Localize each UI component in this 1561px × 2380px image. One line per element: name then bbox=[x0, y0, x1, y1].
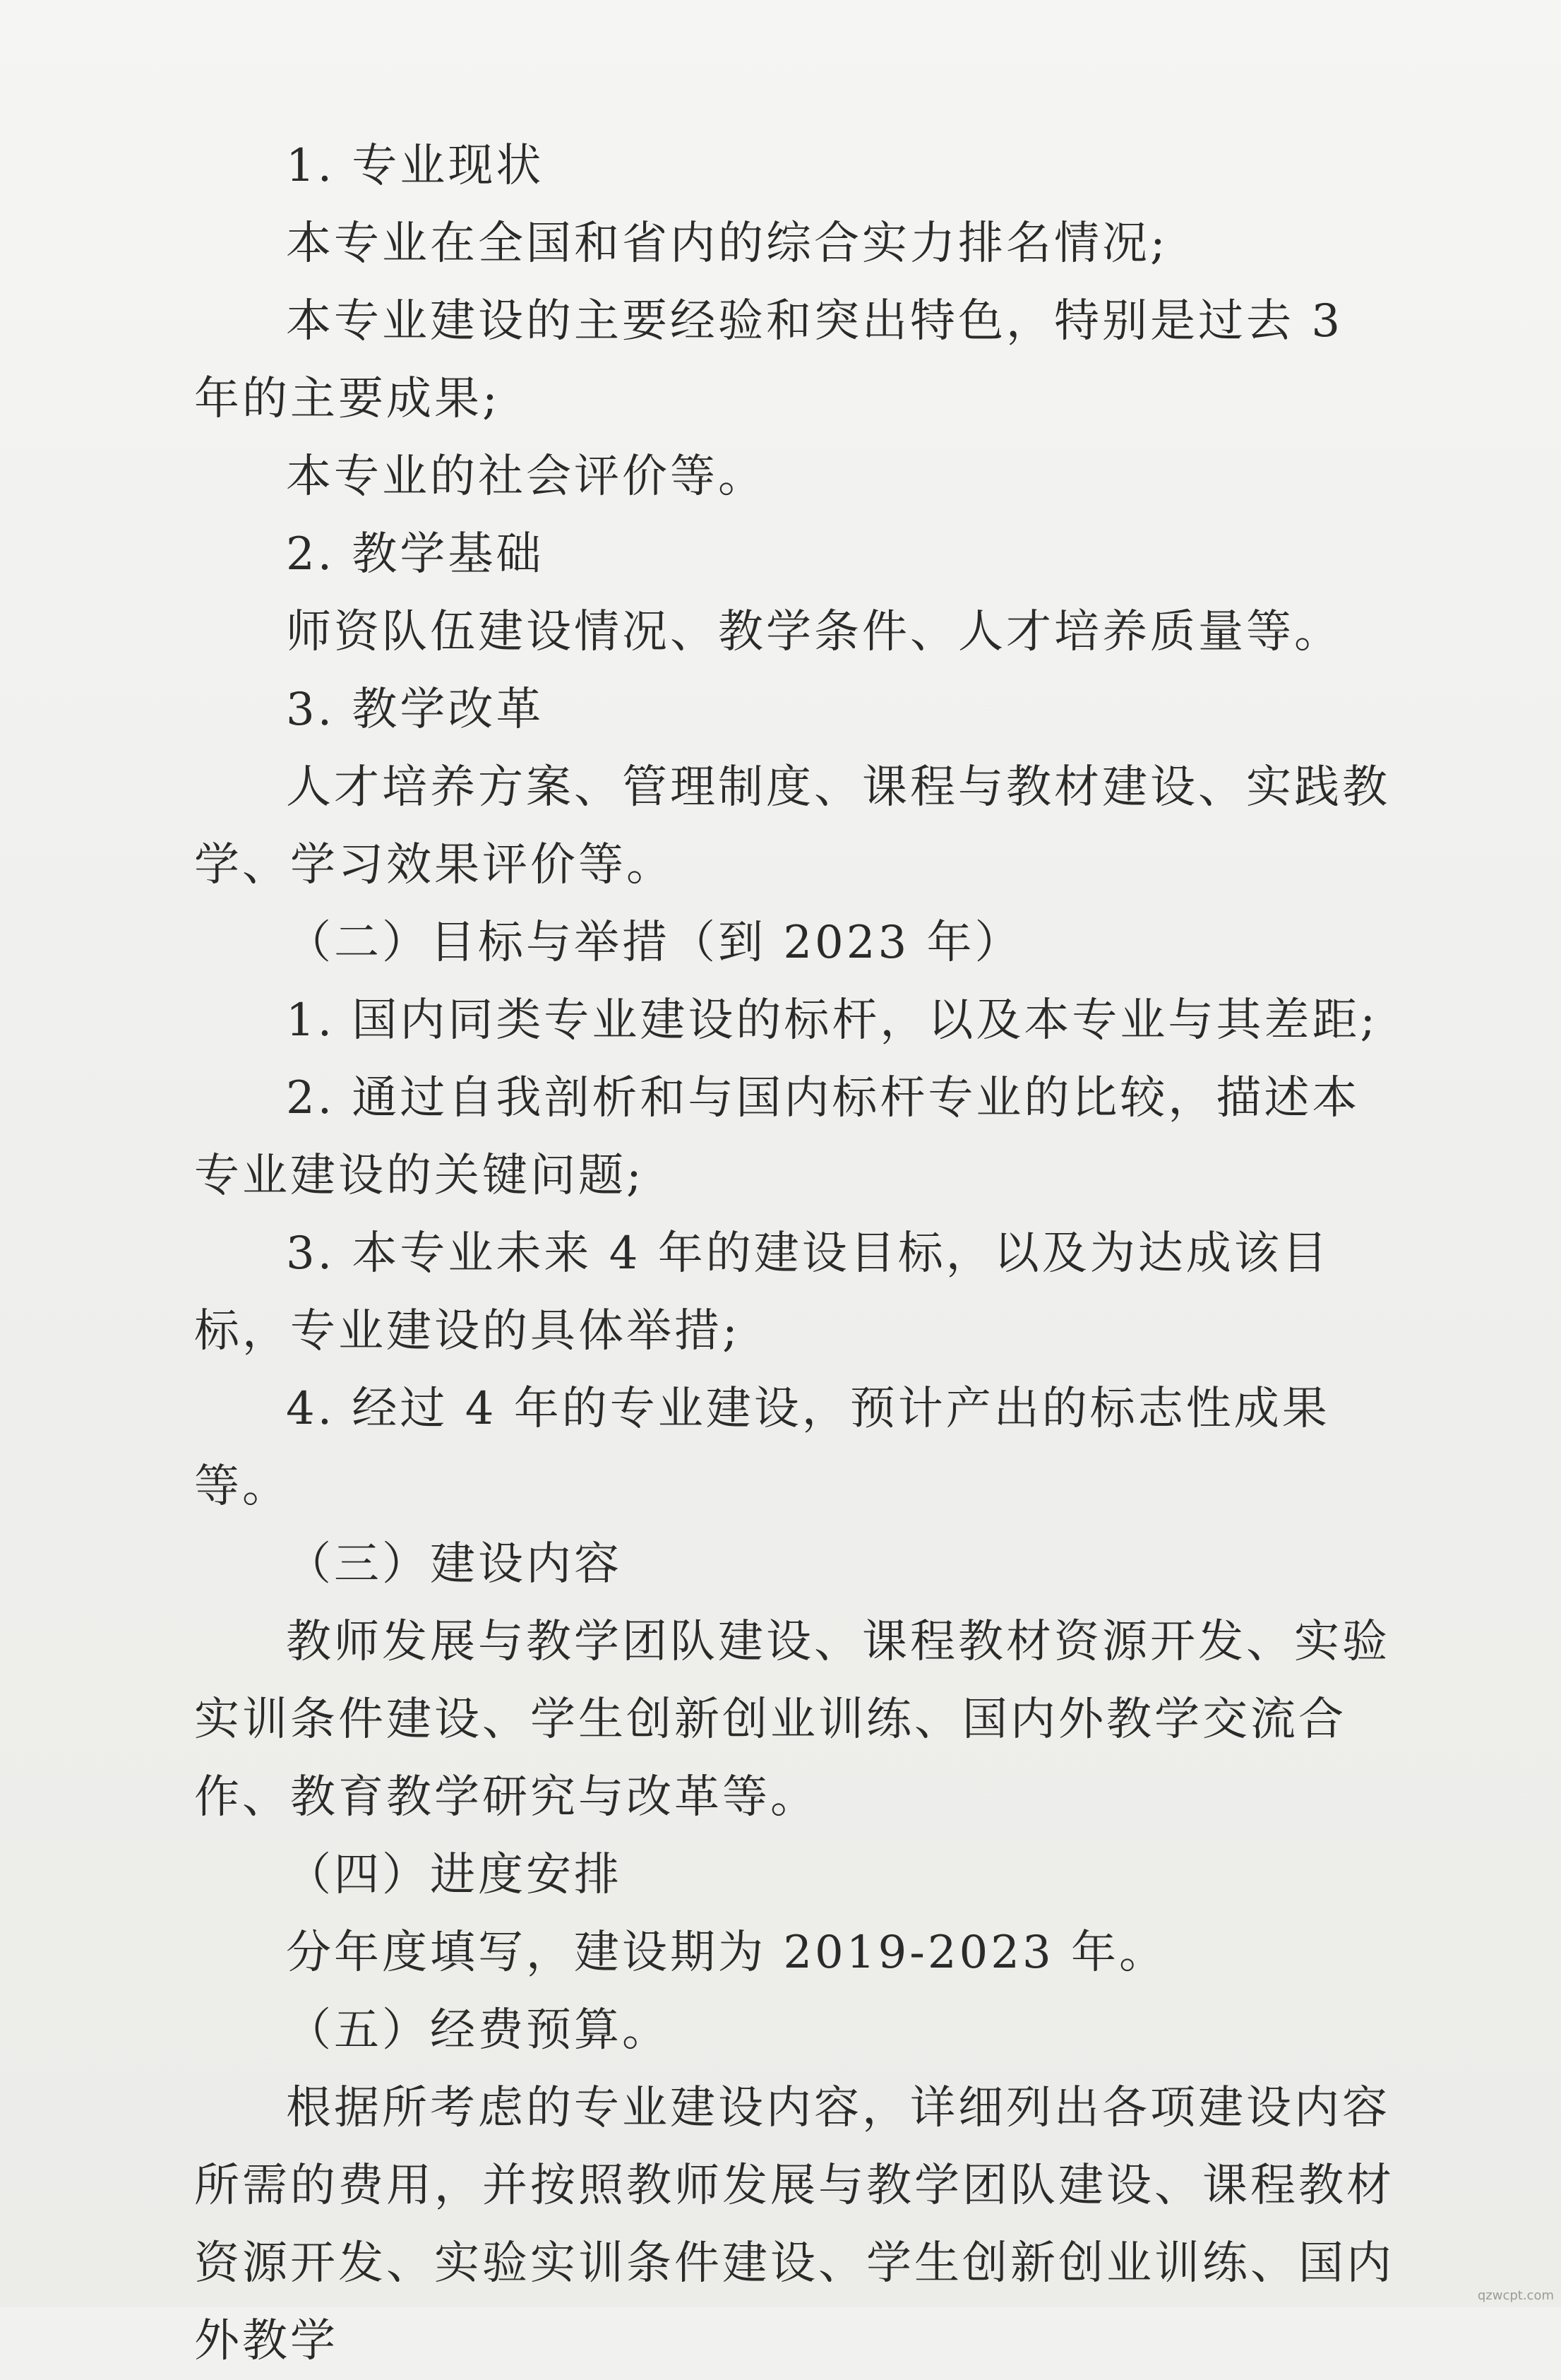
site-watermark: qzwcpt.com bbox=[1477, 2288, 1554, 2303]
paragraph-experience: 本专业建设的主要经验和突出特色，特别是过去 3 年的主要成果; bbox=[194, 295, 1344, 425]
section-heading-budget: （五）经费预算。 bbox=[286, 2004, 670, 2057]
paragraph-social-evaluation: 本专业的社会评价等。 bbox=[286, 451, 766, 503]
paragraph-ranking: 本专业在全国和省内的综合实力排名情况; bbox=[286, 218, 1168, 270]
paragraph-expected-results: 4. 经过 4 年的专业建设，预计产出的标志性成果等。 bbox=[194, 1383, 1330, 1513]
paragraph-content-items: 教师发展与教学团队建设、课程教材资源开发、实验实训条件建设、学生创新创业训练、国内外教学交流合作、教育教学研究与改革等。 bbox=[194, 1616, 1390, 1823]
section-heading-schedule: （四）进度安排 bbox=[286, 1849, 622, 1901]
paragraph-key-issues: 2. 通过自我剖析和与国内标杆专业的比较，描述本专业建设的关键问题; bbox=[194, 1072, 1360, 1202]
paragraph-construction-goals: 3. 本专业未来 4 年的建设目标，以及为达成该目标，专业建设的具体举措; bbox=[194, 1227, 1330, 1357]
paragraph-schedule: 分年度填写，建设期为 2019-2023 年。 bbox=[286, 1927, 1168, 1979]
document-body bbox=[194, 127, 1394, 2380]
section-heading-goals: （二）目标与举措（到 2023 年） bbox=[286, 917, 1023, 969]
section-heading-content: （三）建设内容 bbox=[286, 1538, 622, 1590]
paragraph-faculty: 师资队伍建设情况、教学条件、人才培养质量等。 bbox=[286, 606, 1342, 658]
paragraph-budget: 根据所考虑的专业建设内容，详细列出各项建设内容所需的费用，并按照教师发展与教学团队建设、课程教材资源开发、实验实训条件建设、学生创新创业训练、国内外教学 bbox=[194, 2082, 1394, 2367]
section-heading-status: 1. 专业现状 bbox=[286, 140, 544, 192]
paragraph-benchmark: 1. 国内同类专业建设的标杆，以及本专业与其差距; bbox=[286, 994, 1378, 1047]
paragraph-reform-items: 人才培养方案、管理制度、课程与教材建设、实践教学、学习效果评价等。 bbox=[194, 761, 1390, 891]
section-heading-teaching-reform: 3. 教学改革 bbox=[286, 684, 544, 736]
section-heading-teaching-basis: 2. 教学基础 bbox=[286, 528, 544, 581]
